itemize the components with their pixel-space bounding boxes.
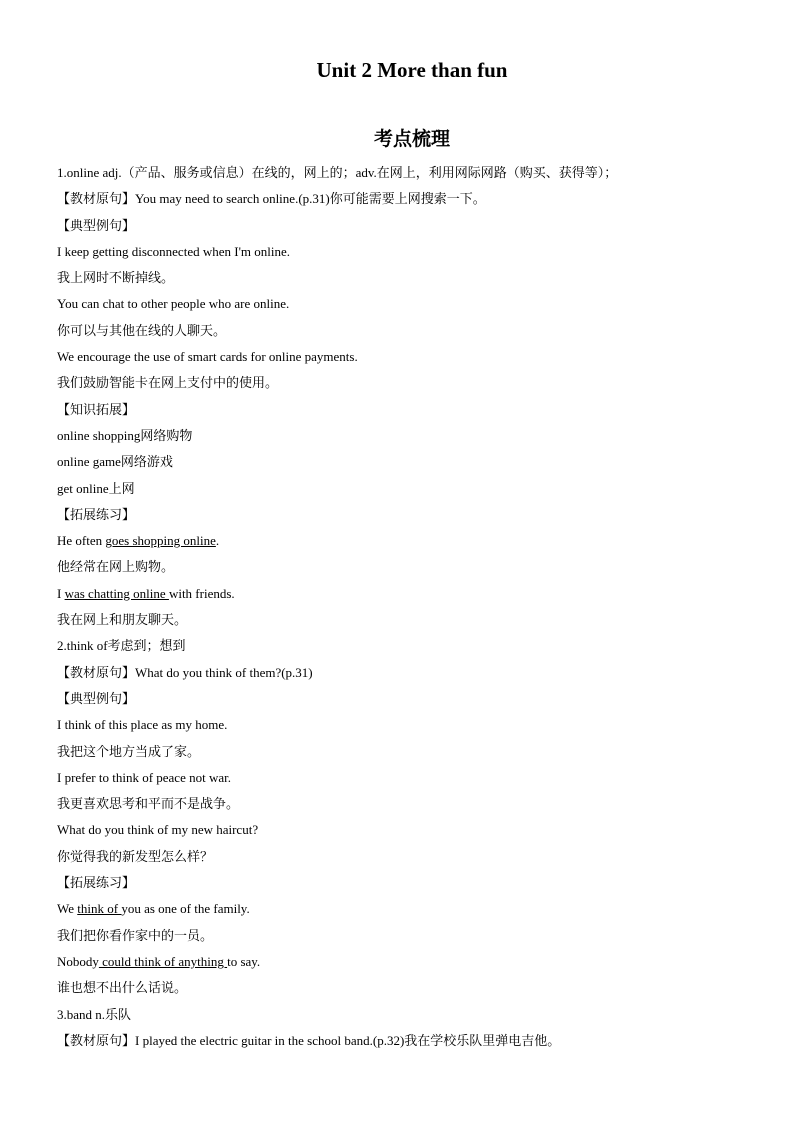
text-line [57, 582, 757, 608]
text-segment: 1.online adj.（产品、服务或信息）在线的，网上的；adv.在网上，利用网际网路（购买、获得等）； [57, 165, 618, 180]
text-segment: We [57, 901, 78, 917]
text-line [57, 661, 757, 687]
text-line [57, 503, 757, 529]
text-line [57, 713, 757, 739]
text-line [57, 240, 757, 266]
text-line [57, 1003, 757, 1029]
text-line [57, 398, 757, 424]
underlined-answer: goes shopping online [105, 533, 216, 549]
text-segment: 【典型例句】 [57, 217, 136, 233]
section-title: 考点梳理 [373, 129, 450, 150]
text-line [57, 897, 757, 923]
text-line [57, 634, 757, 660]
text-segment: to say. [227, 953, 261, 969]
text-segment: I [57, 585, 65, 601]
text-line [57, 845, 757, 871]
text-line [57, 792, 757, 818]
text-segment: 【典型例句】 [57, 690, 136, 706]
text-line [57, 687, 757, 713]
text-segment: 谁也想不出什么话说。 [57, 980, 188, 996]
text-line [57, 555, 757, 581]
text-line [57, 740, 757, 766]
text-segment: We encourage the use of smart cards for online payments. [57, 349, 358, 365]
text-segment: . [215, 533, 220, 549]
text-segment: 我更喜欢思考和平而不是战争。 [57, 796, 240, 812]
text-segment: I keep getting disconnected when I'm online. [57, 243, 291, 259]
text-line [57, 266, 757, 292]
text-line [57, 976, 757, 1002]
content-body [57, 161, 757, 1055]
text-segment: 【拓展练习】 [57, 506, 136, 522]
text-line [57, 950, 757, 976]
text-line [57, 871, 757, 897]
text-line [57, 292, 757, 318]
text-segment: 【教材原句】I played the electric guitar in the school band.(p.32)我在学校乐队里弹电吉他。 [57, 1032, 561, 1048]
text-segment: 【拓展练习】 [57, 875, 136, 891]
text-segment: 【教材原句】What do you think of them?(p.31) [57, 664, 313, 680]
underlined-answer: think of [77, 901, 122, 917]
text-line [57, 1029, 757, 1055]
page-title: Unit 2 More than fun [316, 58, 508, 82]
text-line [57, 477, 757, 503]
text-segment: Nobody [57, 953, 99, 969]
text-segment: with friends. [168, 585, 235, 601]
text-line [57, 450, 757, 476]
text-segment: 2.think of考虑到；想到 [57, 638, 186, 654]
text-line [57, 214, 757, 240]
text-segment: online game网络游戏 [57, 454, 173, 470]
text-line [57, 319, 757, 345]
text-segment: You can chat to other people who are online. [57, 296, 290, 312]
text-segment: I prefer to think of peace not war. [57, 769, 231, 785]
text-segment: 他经常在网上购物。 [57, 559, 175, 575]
text-segment: 我上网时不断掉线。 [57, 270, 175, 286]
text-line [57, 345, 757, 371]
text-segment: 【知识拓展】 [57, 401, 136, 417]
text-line [57, 161, 757, 187]
underlined-answer: could think of anything [98, 953, 228, 969]
underlined-answer: was chatting online [64, 585, 169, 601]
text-segment: get online上网 [57, 480, 135, 496]
text-line [57, 608, 757, 634]
text-segment: He often [57, 533, 106, 549]
text-line [57, 187, 757, 213]
text-segment: What do you think of my new haircut? [57, 822, 259, 838]
text-segment: 3.band n.乐队 [57, 1006, 132, 1022]
text-segment: online shopping网络购物 [57, 427, 193, 443]
text-line [57, 529, 757, 555]
text-line [57, 766, 757, 792]
text-segment: 我在网上和朋友聊天。 [57, 612, 188, 628]
text-segment: I think of this place as my home. [57, 717, 228, 733]
text-line [57, 424, 757, 450]
text-segment: 我们鼓励智能卡在网上支付中的使用。 [57, 375, 279, 391]
text-line [57, 818, 757, 844]
text-segment: 我们把你看作家中的一员。 [57, 927, 214, 943]
text-segment: 你可以与其他在线的人聊天。 [57, 322, 227, 338]
text-line [57, 371, 757, 397]
text-segment: 【教材原句】You may need to search online.(p.31)你可能需要上网搜索一下。 [57, 191, 486, 207]
text-segment: 你觉得我的新发型怎么样？ [57, 848, 214, 864]
text-segment: 我把这个地方当成了家。 [57, 743, 201, 759]
text-segment: you as one of the family. [121, 901, 250, 917]
text-line [57, 924, 757, 950]
